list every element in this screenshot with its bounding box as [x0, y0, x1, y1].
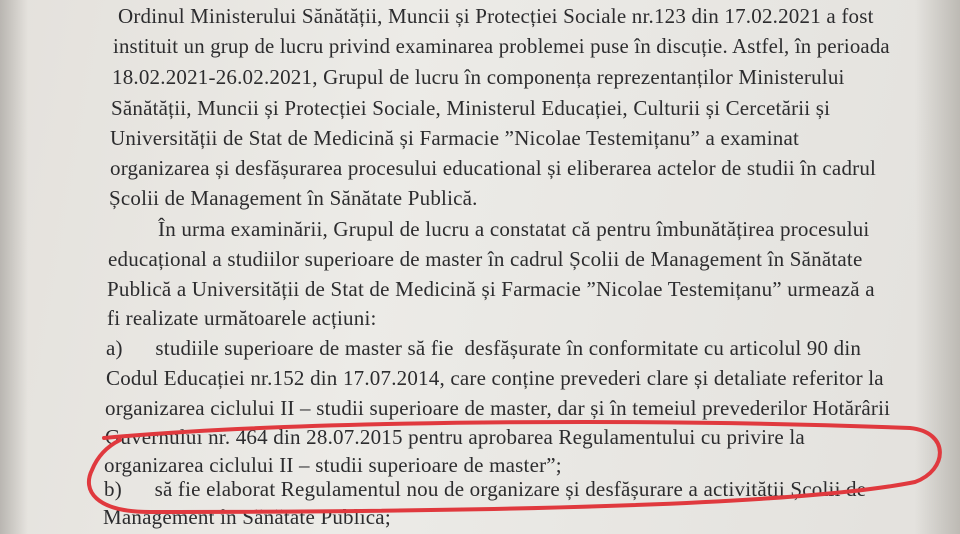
- text-line-5: Universității de Stat de Medicină și Farmacie ”Nicolae Testemițanu” a examinat: [110, 126, 800, 150]
- text-line-15: Guvernului nr. 464 din 28.07.2015 pentru aprobarea Regulamentului cu privire la: [105, 425, 805, 449]
- text-line-17: b) să fie elaborat Regulamentul nou de organizare și desfășurare a activității Școlii de: [104, 477, 867, 501]
- text-line-9: educațional a studiilor superioare de master în cadrul Școlii de Management în Sănătate: [108, 247, 863, 271]
- text-line-3: 18.02.2021-26.02.2021, Grupul de lucru în componența reprezentanților Ministerului: [112, 65, 845, 89]
- text-line-11: fi realizate următoarele acțiuni:: [107, 306, 377, 330]
- text-line-16: organizarea ciclului II – studii superioare de master”;: [104, 453, 562, 477]
- text-line-12: a) studiile superioare de master să fie desfășurate în conformitate cu articolul 90 din: [106, 336, 862, 360]
- text-line-6: organizarea și desfășurarea procesului educational și eliberarea actelor de studii în cadrul: [110, 156, 877, 180]
- text-line-7: Școlii de Management în Sănătate Publică.: [109, 186, 478, 210]
- text-line-4: Sănătății, Muncii și Protecției Sociale, Ministerul Educației, Culturii și Cercetării și: [111, 96, 831, 120]
- text-line-10: Publică a Universității de Stat de Medicină și Farmacie ”Nicolae Testemițanu” urmează a: [107, 277, 875, 301]
- text-line-1: Ordinul Ministerului Sănătății, Muncii și Protecției Sociale nr.123 din 17.02.2021 a fost: [118, 4, 874, 28]
- text-line-14: organizarea ciclului II – studii superioare de master, dar și în temeiul prevederilor Hotărârii: [105, 396, 891, 420]
- text-line-13: Codul Educației nr.152 din 17.07.2014, care conține prevederi clare și detaliate referitor la: [106, 366, 884, 390]
- text-line-18: Management în Sănătate Publică;: [103, 505, 391, 529]
- text-line-2: instituit un grup de lucru privind examinarea problemei puse în discuție. Astfel, în perioada: [113, 34, 890, 58]
- text-line-8: În urma examinării, Grupul de lucru a constatat că pentru îmbunătățirea procesului: [158, 217, 870, 241]
